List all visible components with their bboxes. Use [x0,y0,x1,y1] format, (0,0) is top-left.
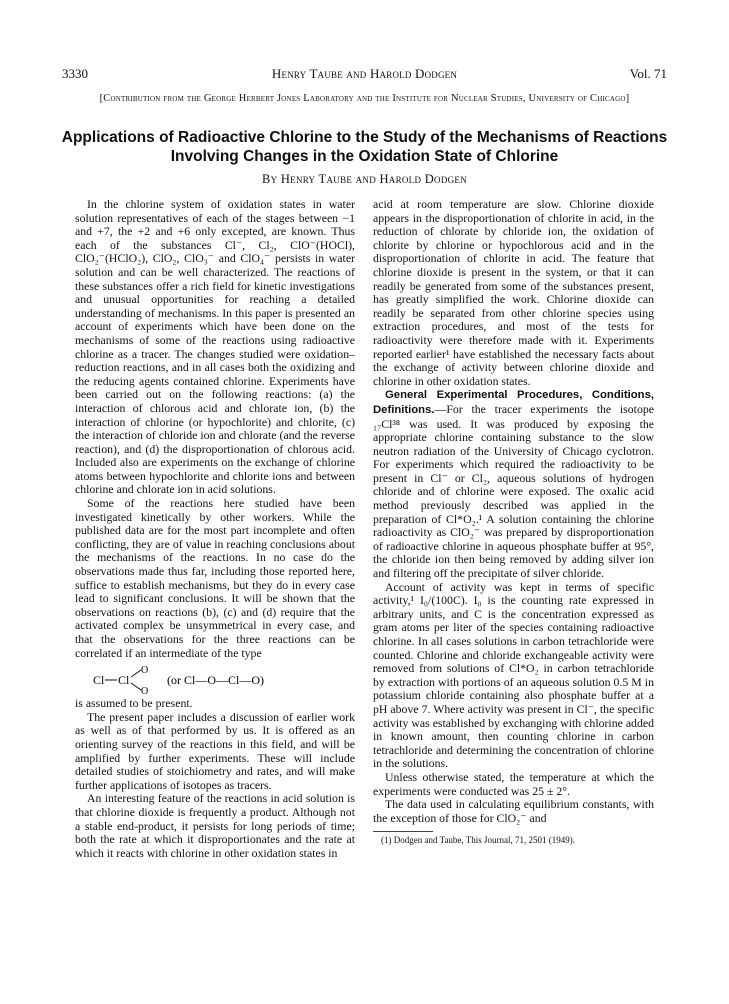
paragraph: Unless otherwise stated, the temperature at which the experiments were conducted was 25 ± 2°. [373,769,654,798]
article-title: Applications of Radioactive Chlorine to the Study of the Mechanisms of Reactions Involving Changes in the Oxidation State of Chlorine [61,129,668,165]
byline: By Henry Taube and Harold Dodgen [261,172,468,186]
paragraph [75,497,355,660]
volume-label: Vol. 71 [629,66,667,81]
formula-atom-cl: Cl [93,673,105,688]
paragraph [373,388,654,580]
chemical-formula [75,664,355,694]
running-head-authors: Henry Taube and Harold Dodgen [271,66,458,81]
formula-atom-o: O [141,665,149,677]
section-heading: General Experimental Procedures, Conditions, Definitions. [373,389,654,416]
paragraph: The present paper includes a discussion of earlier work as well as of that performed by us. It is offered as an orienting survey of the reactions in this field, and will be amplified by further experiments. These will include detailed studies of stoichiometry and rates, and will make further applications of isotopes as tracers. [75,709,355,792]
formula-atom-o: O [141,686,149,695]
paragraph-text: —For the tracer experiments the isotope ₁₇Cl³⁸ was used. It was produced by exposing the appropriate chlorine containing substance to the slow neutron radiation of the University of Chicago cyclotron. For experiments which required the radioactivity to be present in Cl⁻ or Cl₂, aqueous solutions of hydrogen chloride and of chlorine were exposed. The oxalic acid method previously described was applied in the preparation of Cl*O₂.¹ A solution containing the chlorine radioactivity as ClO₂⁻ was prepared by disproportionation of radioactive chlorine in aqueous phosphate buffer at 95°, the chloride ion then being removed by adding silver ion and filtering off the precipitate of silver chloride. [373,401,654,581]
bond-line [131,683,141,690]
intermediate-structure-diagram [75,664,355,694]
footnote-divider [373,831,433,832]
paragraph: An interesting feature of the reactions in acid solution is that chlorine dioxide is frequently a product. Although not a stable end-product, it persists for long periods of time; both the rate at which it disproportionates and the rate at which it reacts with chlorine in other oxidation states in [75,791,355,860]
paragraph-text: Some of the reactions here studied have been investigated kinetically by other workers. While the published data are for the most part incomplete and often conflicting, they are of value in reaching conclusions about the mechanisms of the reactions. In no case do the observations made thus far, including those reported here, suffice to establish mechanisms, but they do in every case lead to significant conclusions. It will be shown that the observations on reactions (b), (c) and (d) require that the activated complex be unsymmetrical in every case, and that the observations for the three reactions can be correlated if an intermediate of the type [75,496,355,660]
running-head [62,66,667,84]
left-column [75,198,355,860]
footnote: (1) Dodgen and Taube, This Journal, 71, 2501 (1949). [381,835,576,846]
paragraph: The data used in calculating equilibrium constants, with the exception of those for ClO₂⁻ and [373,797,654,825]
paragraph: is assumed to be present. [75,696,193,711]
formula-alternative: (or Cl—O—Cl—O) [167,673,264,688]
contribution-note: [Contribution from the George Herbert Jones Laboratory and the Institute for Nuclear Studies, University of Chicago] [99,93,630,104]
paragraph: acid at room temperature are slow. Chlorine dioxide appears in the disproportionation of chlorite in acid, in the reduction of chlorate by chloride ion, the oxidation of chlorite by chlorine or hypochlorous acid and in the disproportionation of chlorite in acid. The feature that chlorine dioxide is present in the system, or that it can readily be generated from some of the substances present, has greatly simplified the work. Chlorine dioxide can readily be separated from other chlorine species using extraction procedures, and most of the tests for radioactivity were therefore made with it. Experiments reported earlier¹ have established the necessary facts about the exchange of activity between chlorine dioxide and chlorine in other oxidation states. [373,197,654,388]
right-column [373,198,654,846]
formula-atom-cl: Cl [118,673,130,688]
bond-line [131,670,141,677]
page-number: 3330 [62,66,88,81]
paragraph: Account of activity was kept in terms of specific activity,¹ I₀/(100C). I₀ is the counting rate expressed in arbitrary units, and C is the concentration expressed as gram atoms per liter of the species containing radioactive chlorine. In all cases solutions in carbon tetrachloride were counted. Chlorine and chloride exchangeable activity were removed from solutions of Cl*O₂ in carbon tetrachloride by extraction with portions of an aqueous solution 0.5 M in potassium chloride containing also phosphate buffer at a pH above 7. Where activity was present in Cl⁻, the specific activity was established by exchanging with chlorine added in known amount, then counting chlorine in carbon tetrachloride and determining the concentration of chlorine in the solutions. [373,579,654,771]
paragraph: In the chlorine system of oxidation states in water solution representatives of each of the stages between −1 and +7, the +2 and +6 only excepted, are known. Thus each of the substances Cl⁻, Cl₂, ClO⁻(HOCl), ClO₂⁻(HClO₂), ClO₂, ClO₃⁻ and ClO₄⁻ persists in water solution and can be well characterized. The reactions of these substances offer a rich field for kinetic investigations and unusual opportunities for reaching a detailed understanding of mechanisms. In this paper is presented an account of experiments which have been done on the mechanisms of some of the reactions using radioactive chlorine as a tracer. The changes studied were oxidation–reduction reactions, and in all cases both the oxidizing and the reducing agents contained chlorine. Experiments have been carried out on the following reactions: (a) the interaction of chlorous acid and chlorate ion, (b) the interaction of chlorine (or hypochlorite) and chlorite, (c) the interaction of chloride ion and chlorate (and the reverse reaction), and (d) the disproportionation of chlorous acid. Included also are experiments on the exchange of chlorine atoms between hypochlorite and chlorite ions and between chlorine and chlorate ion in acid solutions. [75,197,355,497]
